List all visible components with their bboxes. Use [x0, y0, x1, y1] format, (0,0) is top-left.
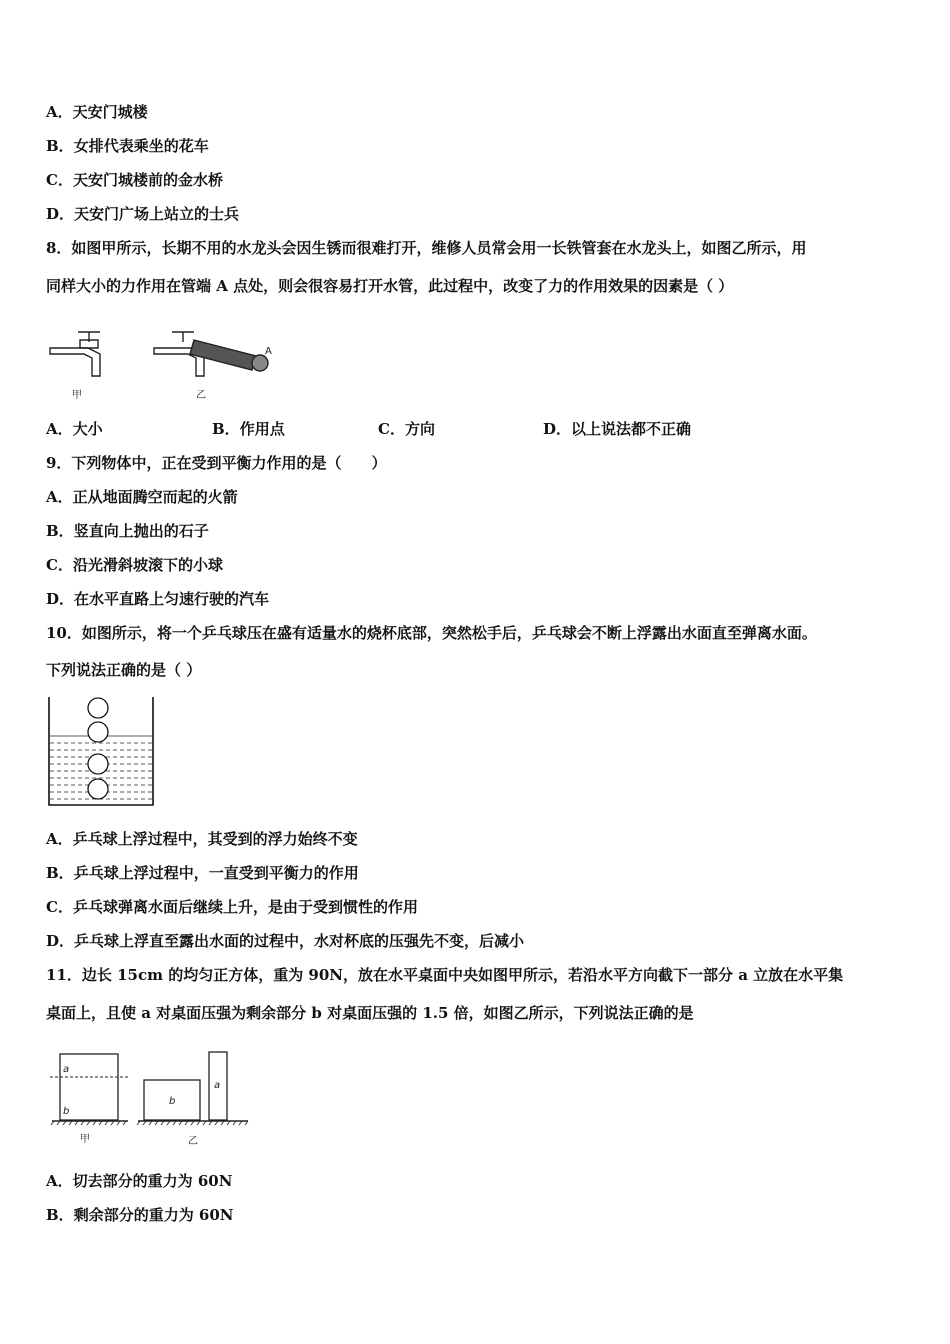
- q10-stem-line1: 10．如图所示，将一个乒乓球压在盛有适量水的烧杯底部，突然松手后，乒乓球会不断上浮露出水面直至弹离水面。: [46, 624, 817, 642]
- q10-option-c: C．乒乓球弹离水面后继续上升，是由于受到惯性的作用: [46, 898, 418, 916]
- q10-option-d: D．乒乓球上浮直至露出水面的过程中，水对杯底的压强先不变，后减小: [46, 932, 525, 950]
- q9-stem: 9．下列物体中，正在受到平衡力作用的是（ ）: [46, 454, 387, 472]
- fig-a-left: a: [63, 1064, 70, 1075]
- fig-point-a: A: [265, 346, 272, 357]
- q11-stem-line2: 桌面上，且使 a 对桌面压强为剩余部分 b 对桌面压强的 1.5 倍，如图乙所示，下列说法正确的是: [46, 1004, 694, 1022]
- q10-option-b: B．乒乓球上浮过程中，一直受到平衡力的作用: [46, 864, 359, 882]
- q9-option-c: C．沿光滑斜坡滚下的小球: [46, 556, 223, 574]
- q11-option-a: A．切去部分的重力为 60N: [46, 1172, 233, 1190]
- q11-option-b: B．剩余部分的重力为 60N: [46, 1206, 234, 1224]
- q8-option-a: A．大小: [46, 420, 103, 438]
- q11-cube-figure: [48, 1046, 253, 1148]
- q10-option-a: A．乒乓球上浮过程中，其受到的浮力始终不变: [46, 830, 358, 848]
- q8-faucet-figure: [44, 318, 284, 404]
- q10-beaker-figure: [46, 693, 156, 809]
- q8-option-d: D．以上说法都不正确: [543, 420, 692, 438]
- q9-option-a: A．正从地面腾空而起的火箭: [46, 488, 238, 506]
- q9-option-d: D．在水平直路上匀速行驶的汽车: [46, 590, 270, 608]
- q11-stem-line1: 11．边长 15cm 的均匀正方体，重为 90N，放在水平桌面中央如图甲所示，若沿水平方向截下一部分 a 立放在水平集: [46, 966, 844, 984]
- q8-stem-line1: 8．如图甲所示，长期不用的水龙头会因生锈而很难打开，维修人员常会用一长铁管套在水龙头上，如图乙所示，用: [46, 239, 807, 257]
- fig-label-left: 甲: [72, 390, 82, 401]
- fig-label-right: 乙: [188, 1136, 198, 1147]
- fig-a-right: a: [214, 1080, 221, 1091]
- fig-label-left: 甲: [80, 1134, 90, 1145]
- q8-option-c: C．方向: [378, 420, 435, 438]
- q8-stem-line2: 同样大小的力作用在管端 A 点处，则会很容易打开水管，此过程中，改变了力的作用效果的因素是（ ）: [46, 277, 734, 295]
- q7-option-b: B．女排代表乘坐的花车: [46, 137, 209, 155]
- q7-option-d: D．天安门广场上站立的士兵: [46, 205, 240, 223]
- fig-label-right: 乙: [196, 390, 206, 401]
- fig-b-right: b: [169, 1096, 176, 1107]
- faucet-plain: [50, 332, 100, 376]
- ping-pong-balls: [88, 698, 108, 799]
- q8-option-b: B．作用点: [212, 420, 285, 438]
- q9-option-b: B．竖直向上抛出的石子: [46, 522, 209, 540]
- q10-stem-line2: 下列说法正确的是（ ）: [46, 661, 202, 679]
- q7-option-a: A．天安门城楼: [46, 103, 148, 121]
- q7-option-c: C．天安门城楼前的金水桥: [46, 171, 223, 189]
- fig-b-left: b: [63, 1106, 70, 1117]
- faucet-with-pipe: [154, 332, 268, 376]
